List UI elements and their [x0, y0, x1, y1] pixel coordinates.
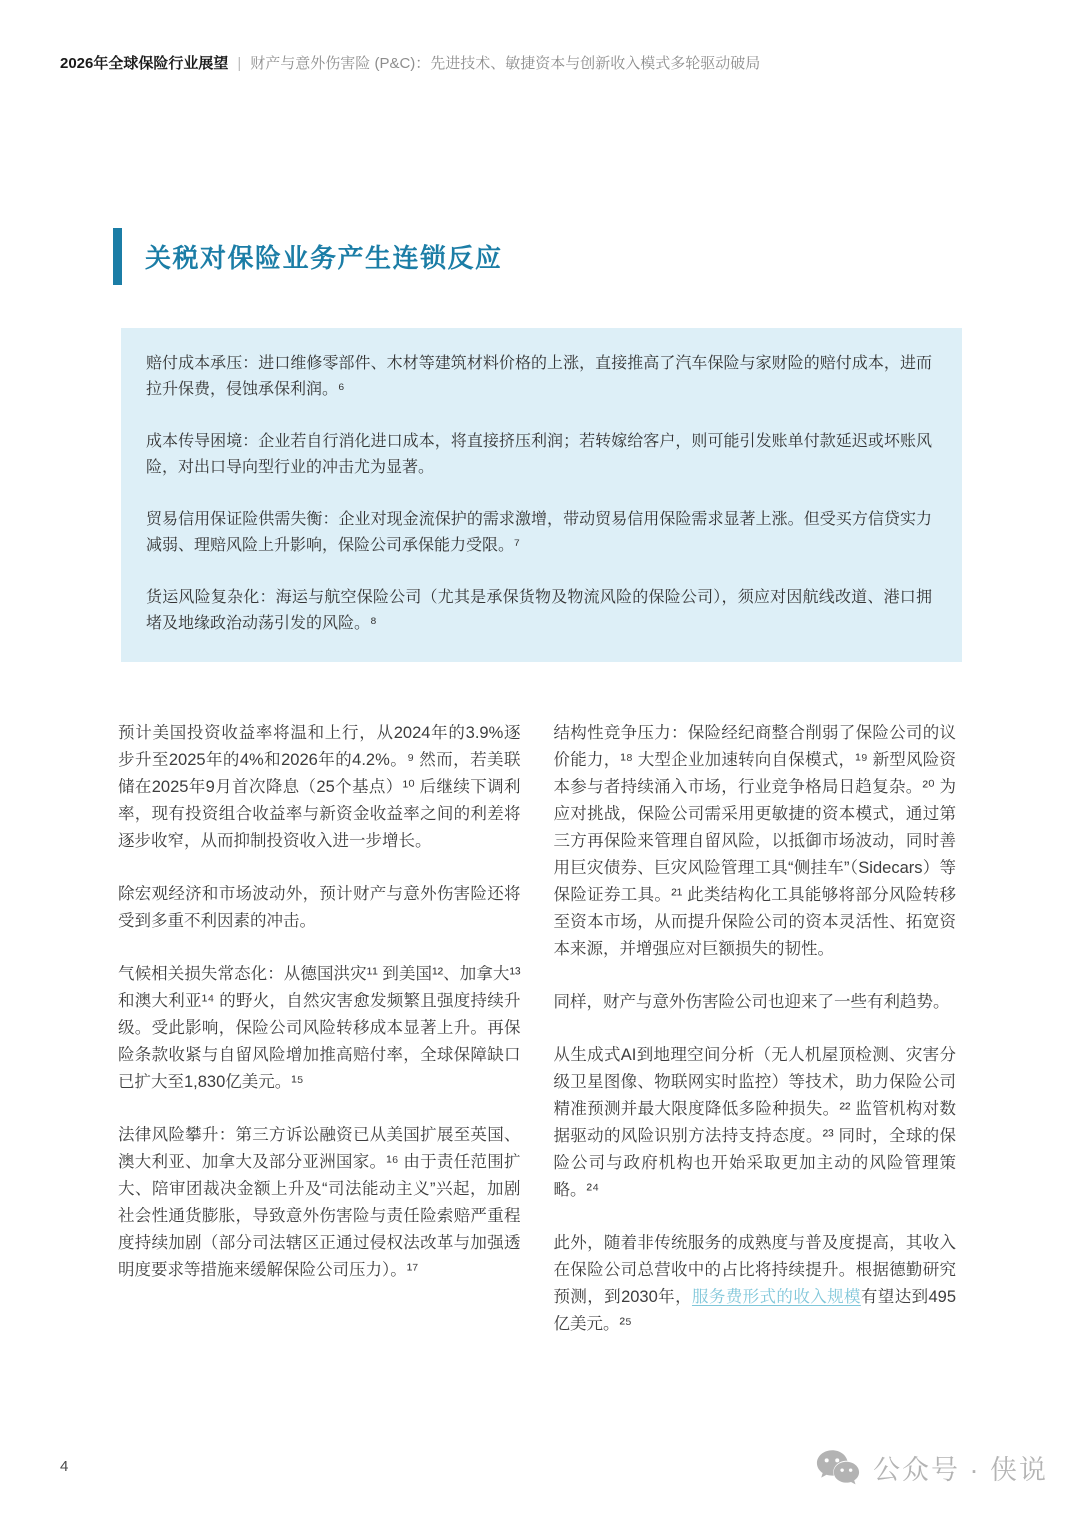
- body-paragraph: 气候相关损失常态化：从德国洪灾¹¹ 到美国¹²、加拿大¹³ 和澳大利亚¹⁴ 的野火，自然灾害愈发频繁且强度持续升级。受此影响，保险公司风险转移成本显著上升。再保险条款收紧与自留风险增加推高赔付率，全球保障缺口已扩大至1,830亿美元。¹⁵: [118, 965, 521, 1091]
- highlight-paragraph: 成本传导困境：企业若自行消化进口成本，将直接挤压利润；若转嫁给客户，则可能引发账单付款延迟或坏账风险，对出口导向型行业的冲击尤为显著。: [146, 433, 932, 476]
- header-report-title: 2026年全球保险行业展望: [60, 55, 229, 72]
- highlight-box: [121, 328, 962, 662]
- header-separator: |: [237, 55, 242, 72]
- page-header: [60, 54, 1020, 74]
- header-chapter-subtitle: 财产与意外伤害险 (P&C)：先进技术、敏捷资本与创新收入模式多轮驱动破局: [250, 55, 761, 72]
- paragraph-text: 此外，随着非传统服务的成熟度与普及度提高，其收入在保险公司总营收中的占比将持续提升。根据德勤研究预测，到2030年，: [553, 1234, 956, 1306]
- highlight-paragraph: 赔付成本承压：进口维修零部件、木材等建筑材料价格的上涨，直接推高了汽车保险与家财险的赔付成本，进而拉升保费，侵蚀承保利润。⁶: [146, 355, 932, 398]
- section-title: 关税对保险业务产生连锁反应: [145, 243, 503, 273]
- body-paragraph: 预计美国投资收益率将温和上行，从2024年的3.9%逐步升至2025年的4%和2026年的4.2%。⁹ 然而，若美联储在2025年9月首次降息（25个基点）¹⁰ 后继续下调利率，现有投资组合收益率与新资金收益率之间的利差将逐步收窄，从而抑制投资收入进一步增长。: [118, 724, 521, 850]
- watermark-text: 公众号 · 侠说: [873, 1455, 1048, 1485]
- highlight-paragraph: 贸易信用保证险供需失衡：企业对现金流保护的需求激增，带动贸易信用保险需求显著上涨。但受买方信贷实力减弱、理赔风险上升影响，保险公司承保能力受限。⁷: [146, 511, 932, 554]
- paragraph-text: 有望达到495亿美元。²⁵: [553, 1288, 957, 1333]
- wechat-icon: [815, 1448, 861, 1487]
- body-paragraph-with-link: [554, 1230, 957, 1338]
- accent-bar: [113, 228, 122, 285]
- body-columns: [118, 720, 956, 1338]
- watermark: [815, 1448, 1048, 1487]
- left-column: [118, 720, 521, 1338]
- body-paragraph: 结构性竞争压力：保险经纪商整合削弱了保险公司的议价能力，¹⁸ 大型企业加速转向自保模式，¹⁹ 新型风险资本参与者持续涌入市场，行业竞争格局日趋复杂。²⁰ 为应对挑战，保险公司需采用更敏捷的资本模式，通过第三方再保险来管理自留风险，以抵御市场波动，同时善用巨灾债券、巨灾风险管理工具“侧挂车”（Sidecars）等保险证券工具。²¹ 此类结构化工具能够将部分风险转移至资本市场，从而提升保险公司的资本灵活性、拓宽资本来源，并增强应对巨额损失的韧性。: [553, 724, 956, 958]
- body-paragraph: 法律风险攀升：第三方诉讼融资已从美国扩展至英国、澳大利亚、加拿大及部分亚洲国家。¹⁶ 由于责任范围扩大、陪审团裁决金额上升及“司法能动主义”兴起，加剧社会性通货膨胀，导致意外伤害险与责任险索赔严重程度持续加剧（部分司法辖区正通过侵权法改革与加强透明度要求等措施来缓解保险公司压力）。¹⁷: [118, 1126, 521, 1279]
- page-number: 4: [60, 1458, 69, 1475]
- body-paragraph: 同样，财产与意外伤害险公司也迎来了一些有利趋势。: [553, 993, 950, 1011]
- section-heading: [113, 228, 503, 285]
- service-fee-revenue-link[interactable]: 服务费形式的收入规模: [691, 1288, 861, 1306]
- highlight-paragraph: 货运风险复杂化：海运与航空保险公司（尤其是承保货物及物流风险的保险公司），须应对因航线改道、港口拥堵及地缘政治动荡引发的风险。⁸: [146, 589, 932, 632]
- body-paragraph: 除宏观经济和市场波动外，预计财产与意外伤害险还将受到多重不利因素的冲击。: [118, 885, 521, 930]
- right-column: [554, 720, 957, 1338]
- body-paragraph: 从生成式AI到地理空间分析（无人机屋顶检测、灾害分级卫星图像、物联网实时监控）等技术，助力保险公司精准预测并最大限度降低多险种损失。²² 监管机构对数据驱动的风险识别方法持支持态度。²³ 同时，全球的保险公司与政府机构也开始采取更加主动的风险管理策略。²⁴: [553, 1046, 956, 1199]
